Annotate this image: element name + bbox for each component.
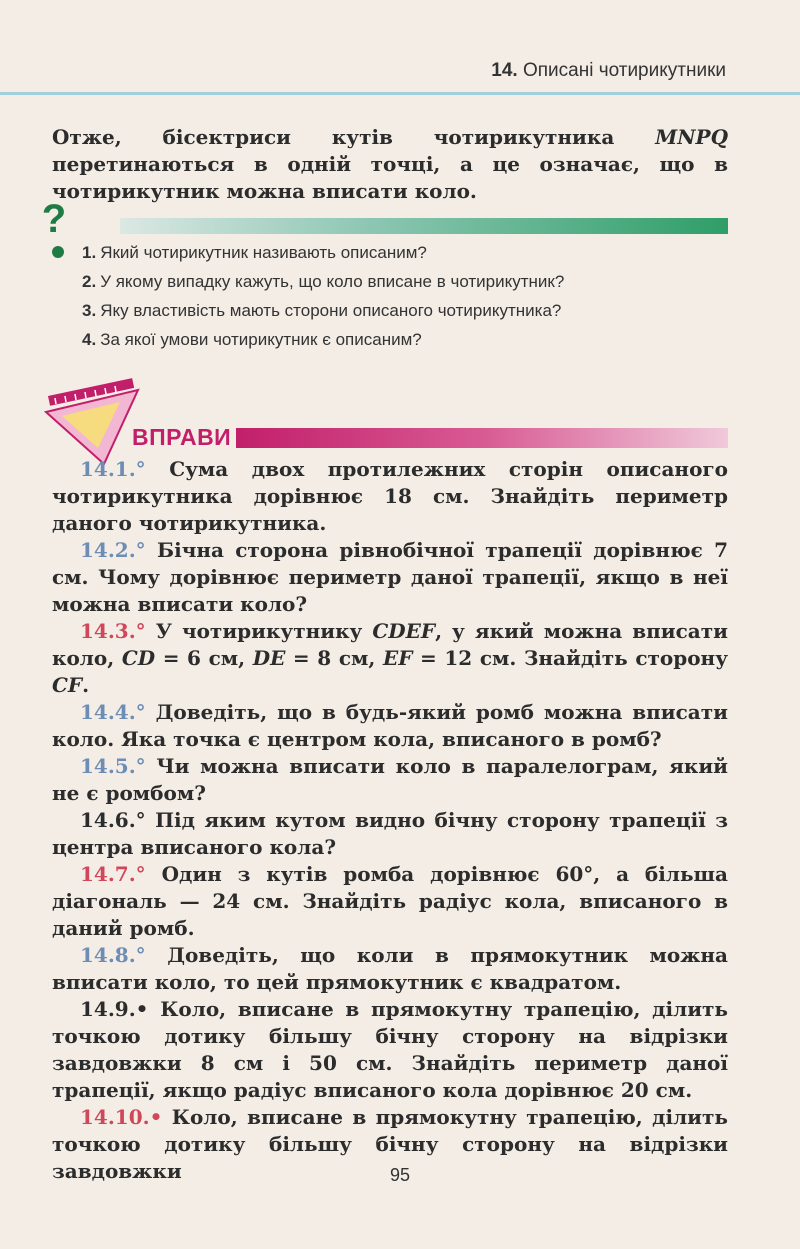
exercise-14-3: 14.3.° У чотирикутнику CDEF, у який можна вписати коло, CD = 6 см, DE = 8 см, EF = 12 см. Знайдіть сторону CF. xyxy=(52,619,728,697)
review-questions xyxy=(82,238,564,354)
exercise-list xyxy=(52,456,728,1185)
exercises-bar xyxy=(236,428,728,448)
questions-bar xyxy=(120,218,728,234)
page-number: 95 xyxy=(389,1165,411,1185)
question-item: 3. Яку властивість мають сторони описаного чотирикутника? xyxy=(82,301,562,320)
exercise-14-6: 14.6.° Під яким кутом видно бічну сторону трапеції з центра вписаного кола? xyxy=(52,808,729,859)
question-item: 4. За якої умови чотирикутник є описаним? xyxy=(82,330,422,349)
question-mark-icon: ? xyxy=(41,197,67,241)
exercise-14-9: 14.9.• Коло, вписане в прямокутну трапецію, ділить точкою дотику більшу бічну сторону на відрізки завдовжки 8 см і 50 см. Знайдіть периметр даної трапеції, якщо радіус вписаного кола дорівнює 20 см. xyxy=(52,997,728,1102)
question-item: 1. Який чотирикутник називають описаним? xyxy=(82,243,427,262)
exercise-14-1: 14.1.° Сума двох протилежних сторін описаного чотирикутника дорівнює 18 см. Знайдіть периметр даного чотирикутника. xyxy=(52,457,729,535)
question-item: 2. У якому випадку кажуть, що коло вписане в чотирикутник? xyxy=(82,272,565,291)
bullet-dot-icon xyxy=(52,246,64,258)
exercise-14-10: 14.10.• Коло, вписане в прямокутну трапецію, ділить точкою дотику більшу бічну сторону на відрізки завдовжки xyxy=(52,1105,728,1183)
section-title: Описані чотирикутники xyxy=(522,60,726,81)
figure-name: MNPQ xyxy=(655,125,728,149)
intro-paragraph: Отже, бісектриси кутів чотирикутника MNPQ перетинаються в одній точці, а це означає, що в чотирикутник можна вписати коло. xyxy=(52,125,728,203)
exercise-14-4: 14.4.° Доведіть, що в будь-який ромб можна вписати коло. Яка точка є центром кола, вписаного в ромб? xyxy=(52,700,728,751)
exercise-14-2: 14.2.° Бічна сторона рівнобічної трапеції дорівнює 7 см. Чому дорівнює периметр даної трапеції, якщо в неї можна вписати коло? xyxy=(52,538,728,616)
exercise-14-8: 14.8.° Доведіть, що коли в прямокутник можна вписати коло, то цей прямокутник є квадратом. xyxy=(52,943,729,994)
running-head xyxy=(491,60,726,82)
exercise-14-7: 14.7.° Один з кутів ромба дорівнює 60°, а більша діагональ — 24 см. Знайдіть радіус кола, вписаного в даний ромб. xyxy=(52,862,729,940)
exercise-14-5: 14.5.° Чи можна вписати коло в паралелограм, який не є ромбом? xyxy=(52,754,729,805)
section-number: 14. xyxy=(491,60,518,81)
exercises-title: ВПРАВИ xyxy=(132,424,232,450)
header-rule xyxy=(0,92,800,95)
